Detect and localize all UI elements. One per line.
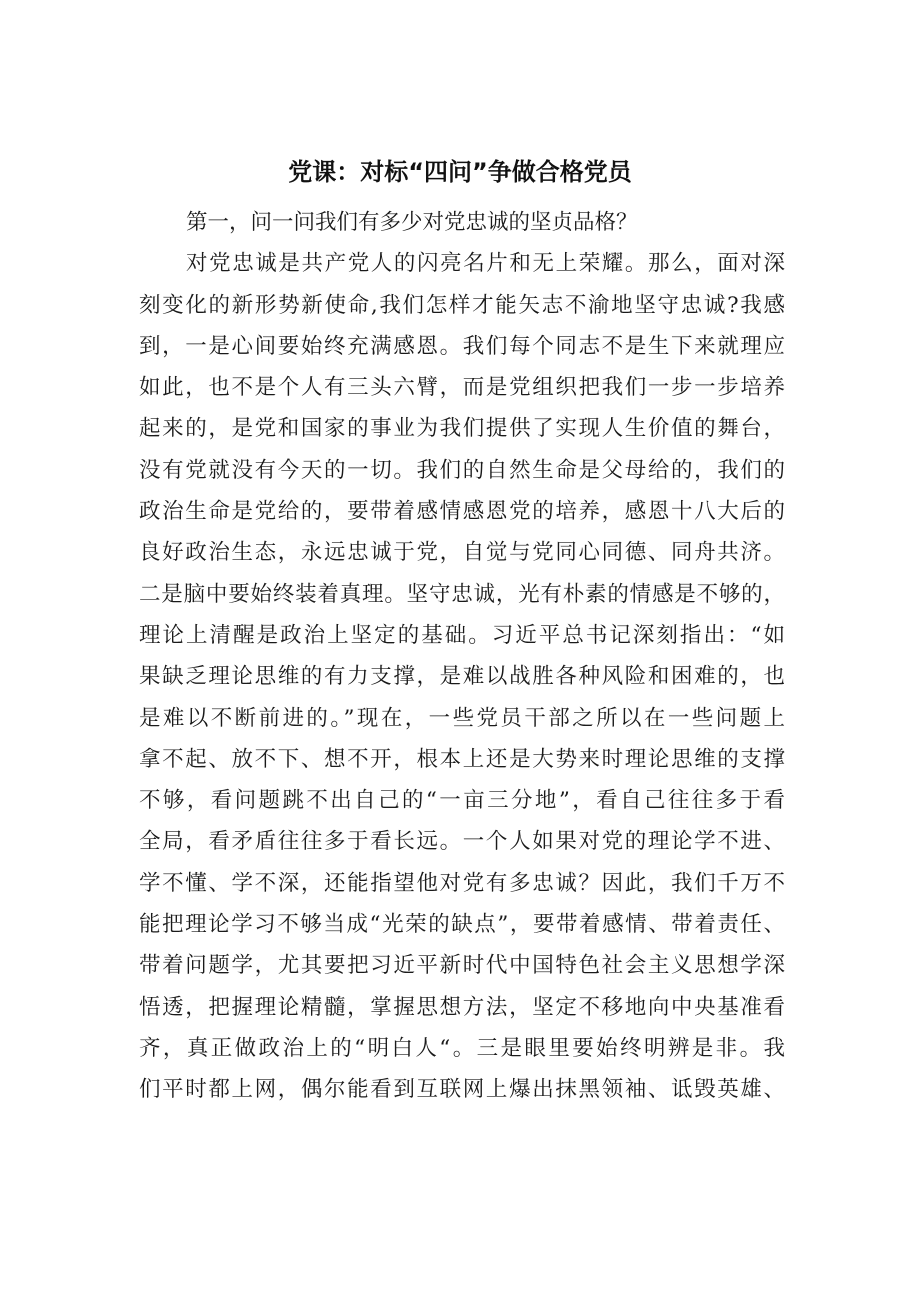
paragraph-line: 悟透，把握理论精髓，掌握思想方法，坚定不移地向中央基准看 [139,994,785,1020]
document-body [139,202,785,1111]
paragraph-line: 没有党就没有今天的一切。我们的自然生命是父母给的，我们的 [139,457,785,483]
paragraph-line: 能把理论学习不够当成“光荣的缺点”，要带着感情、带着责任、 [139,912,785,938]
paragraph-line: 拿不起、放不下、想不开，根本上还是大势来时理论思维的支撑 [139,746,785,772]
paragraph-line: 带着问题学，尤其要把习近平新时代中国特色社会主义思想学深 [139,953,785,979]
paragraph-line: 良好政治生态，永远忠诚于党，自觉与党同心同德、同舟共济。 [139,540,785,566]
paragraph-line: 们平时都上网，偶尔能看到互联网上爆出抹黑领袖、诋毁英雄、 [139,1077,785,1103]
paragraph-line: 如此，也不是个人有三头六臂，而是党组织把我们一步一步培养 [139,375,785,401]
paragraph-line: 到，一是心间要始终充满感恩。我们每个同志不是生下来就理应 [139,333,785,359]
document-title: 党课：对标“四问”争做合格党员 [288,158,632,186]
paragraph-line: 对党忠诚是共产党人的闪亮名片和无上荣耀。那么，面对深 [186,251,785,277]
section-heading: 第一，问一问我们有多少对党忠诚的坚贞品格？ [186,210,638,235]
paragraph-line: 理论上清醒是政治上坚定的基础。习近平总书记深刻指出：“如 [139,622,785,648]
paragraph-line: 学不懂、学不深，还能指望他对党有多忠诚？因此，我们千万不 [139,870,785,896]
paragraph-line: 二是脑中要始终装着真理。坚守忠诚，光有朴素的情感是不够的， [139,581,785,607]
paragraph-line: 起来的，是党和国家的事业为我们提供了实现人生价值的舞台， [139,416,785,442]
paragraph-line: 是难以不断前进的。”现在，一些党员干部之所以在一些问题上 [139,705,785,731]
paragraph-line: 全局，看矛盾往往多于看长远。一个人如果对党的理论学不进、 [139,829,785,855]
paragraph-line: 齐，真正做政治上的“明白人“。三是眼里要始终明辨是非。我 [139,1035,785,1061]
paragraph-line: 果缺乏理论思维的有力支撑，是难以战胜各种风险和困难的，也 [139,664,785,690]
paragraph-line: 不够，看问题跳不出自己的“一亩三分地”，看自己往往多于看 [139,788,785,814]
paragraph-line: 刻变化的新形势新使命,我们怎样才能矢志不渝地坚守忠诚?我感 [139,292,785,318]
paragraph-line: 政治生命是党给的，要带着感情感恩党的培养，感恩十八大后的 [139,499,785,525]
